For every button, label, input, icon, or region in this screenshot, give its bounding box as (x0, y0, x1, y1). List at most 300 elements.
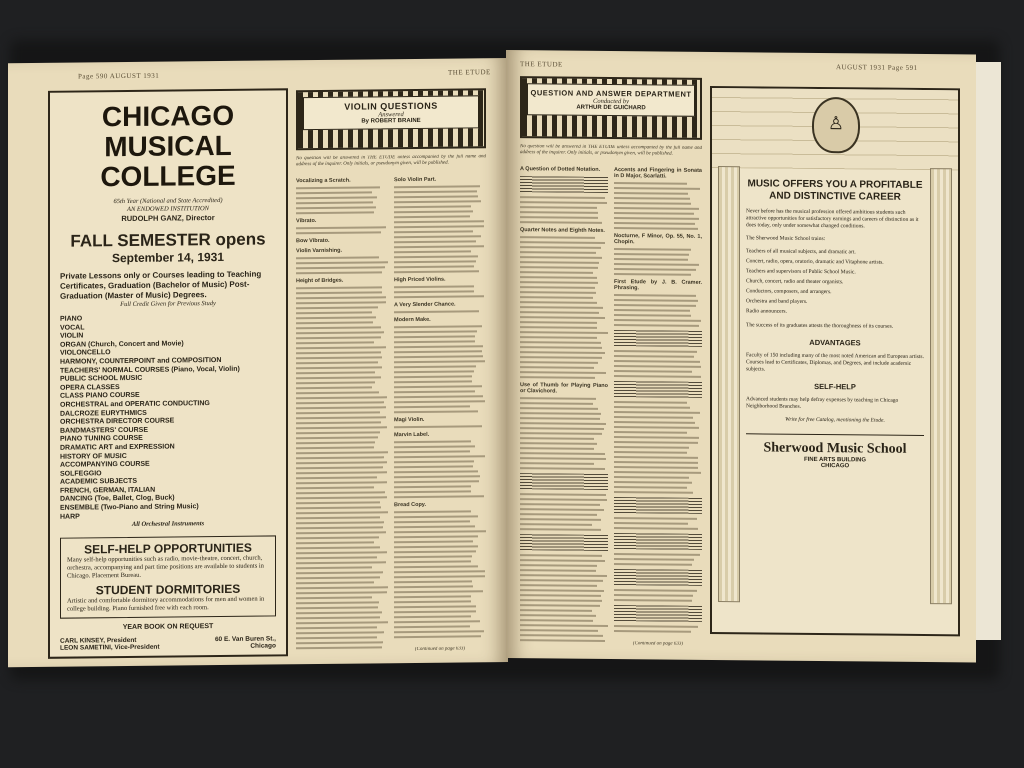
music-staff-example (520, 176, 608, 193)
text-line (394, 325, 482, 328)
sherwood-success: The success of its graduates attests the thoroughness of its courses. (746, 322, 894, 330)
text-line (520, 498, 607, 501)
section-heading: Vocalizing a Scratch. (296, 177, 351, 185)
text-line (614, 558, 694, 561)
text-line (614, 431, 687, 434)
sherwood-list-item: Radio announcers. (746, 308, 787, 315)
course-item: OPERA CLASSES (60, 383, 120, 392)
text-line (296, 571, 383, 574)
section-heading: Violin Varnishing. (296, 247, 343, 255)
text-line (614, 527, 698, 530)
text-line (520, 397, 596, 400)
ad-title-line: CHICAGO (101, 99, 235, 133)
private-lessons: Private Lessons only or Courses leading to Teaching Certificates, Graduation (Bachelor of Music) Post-Graduation (Master of Music) Degrees. (60, 269, 262, 301)
text-line (296, 296, 386, 299)
text-line (520, 528, 601, 531)
text-line (520, 341, 601, 344)
violin-column-right (394, 172, 486, 643)
sherwood-list-item: Church, concert, radio and theater organists. (746, 278, 844, 286)
text-line (520, 584, 597, 587)
text-line (296, 366, 382, 369)
text-line (394, 290, 474, 293)
music-staff-example (614, 533, 702, 550)
left-pillar (718, 166, 740, 602)
course-item: ORCHESTRA DIRECTOR COURSE (60, 417, 175, 426)
section-heading: Modern Make. (394, 316, 431, 324)
text-line (296, 616, 380, 619)
year-book: YEAR BOOK ON REQUEST (122, 623, 214, 632)
text-line (296, 426, 387, 429)
text-line (394, 255, 478, 258)
text-line (296, 626, 377, 629)
text-line (520, 589, 604, 592)
text-line (394, 495, 484, 498)
text-line (296, 291, 382, 294)
text-line (296, 511, 388, 514)
text-line (520, 523, 592, 526)
selfhelp-text: Many self-help opportunities such as radio, movie-theatre, concert, church, orchestra, accompanying and part time positions are available to students in Chicago. Placement Bureau. (67, 554, 264, 580)
text-line (614, 202, 691, 205)
text-line (394, 630, 484, 633)
text-line (520, 629, 598, 632)
text-line (614, 625, 698, 628)
text-line (520, 422, 606, 425)
section-heading: Nocturne, F Minor, Op. 55, No. 1, Chopin. (614, 233, 702, 246)
text-line (520, 236, 595, 239)
text-line (296, 476, 377, 479)
advantages-text: Faculty of 150 including many of the most noted American and European artists. Courses lead to Certificates, Diplomas, and Degrees, and include academic subjects. (746, 352, 924, 373)
qa-column-left (520, 162, 608, 649)
text-line (296, 361, 378, 364)
text-line (296, 321, 373, 324)
text-line (614, 599, 692, 602)
text-line (520, 624, 608, 627)
text-line (520, 281, 598, 284)
text-line (520, 361, 598, 364)
text-line (394, 395, 483, 398)
text-line (394, 365, 476, 368)
text-line (520, 407, 598, 410)
qa-heading (520, 76, 702, 140)
text-line (614, 411, 700, 414)
director: RUDOLPH GANZ, Director (121, 213, 215, 224)
text-line (520, 331, 608, 334)
sherwood-address: FINE ARTS BUILDING (803, 456, 867, 464)
text-line (520, 513, 597, 516)
course-item: VOCAL (60, 324, 85, 332)
text-line (394, 285, 474, 288)
text-line (296, 646, 382, 649)
text-line (296, 391, 379, 394)
text-line (520, 286, 595, 289)
section-heading: A Very Slender Chance. (394, 301, 456, 309)
city: Chicago (250, 642, 276, 650)
chicago-musical-college-ad (48, 88, 288, 659)
text-line (394, 560, 471, 563)
qa-column-right (614, 163, 702, 638)
section-heading: A Question of Dotted Notation. (520, 166, 601, 173)
ad-title-line: MUSICAL (104, 129, 232, 163)
text-line (614, 253, 689, 256)
text-line (520, 518, 601, 521)
text-line (614, 522, 688, 525)
course-list (60, 313, 276, 522)
advantages-title: ADVANTAGES (809, 337, 861, 348)
section-heading: Bread Copy. (394, 501, 426, 509)
text-line (394, 585, 473, 588)
text-line (394, 480, 479, 483)
right-page (506, 50, 976, 663)
text-line (520, 447, 594, 450)
text-line (520, 376, 595, 379)
text-line (394, 600, 471, 603)
course-item: TEACHERS' NORMAL COURSES (Piano, Vocal, Violin) (60, 365, 240, 375)
text-line (520, 432, 602, 435)
text-line (520, 306, 603, 309)
text-line (520, 457, 606, 460)
text-line (394, 570, 485, 573)
section-heading: Vibrato. (296, 218, 317, 225)
text-line (614, 370, 692, 373)
text-line (394, 405, 470, 408)
text-line (296, 496, 387, 499)
text-line (614, 481, 692, 484)
text-line (296, 526, 383, 529)
text-line (296, 541, 374, 544)
text-line (296, 351, 381, 354)
text-line (394, 520, 470, 523)
section-heading: Marvin Label. (394, 431, 430, 439)
text-line (296, 301, 386, 304)
text-line (520, 296, 593, 299)
text-line (394, 335, 475, 338)
course-item: ORGAN (Church, Concert and Movie) (60, 340, 184, 349)
course-item: HARMONY, COUNTERPOINT and COMPOSITION (60, 356, 222, 366)
text-line (394, 265, 474, 268)
section-heading: Use of Thumb for Playing Piano or Clavichord. (520, 382, 608, 395)
text-line (394, 200, 481, 203)
text-line (296, 376, 381, 379)
text-line (394, 540, 473, 543)
text-line (614, 416, 693, 419)
text-line (614, 491, 693, 494)
text-line (394, 440, 471, 443)
text-line (394, 535, 478, 538)
sherwood-list (746, 246, 924, 318)
text-line (614, 589, 697, 592)
text-line (296, 596, 372, 599)
text-line (520, 427, 604, 430)
text-line (394, 385, 482, 388)
text-line (296, 561, 386, 564)
text-line (296, 446, 374, 449)
text-line (296, 341, 374, 344)
credit-note: Full Credit Given for Previous Study (120, 300, 216, 309)
text-line (614, 294, 696, 297)
text-line (614, 355, 694, 358)
text-line (394, 580, 472, 583)
left-page (8, 58, 508, 667)
text-line (614, 222, 695, 225)
text-line (296, 501, 380, 504)
text-line (394, 370, 474, 373)
sherwood-selfhelp-title: SELF-HELP (814, 381, 856, 392)
text-line (296, 461, 387, 464)
section-heading: Magi Violin. (394, 416, 425, 424)
ad-title-line: COLLEGE (100, 159, 236, 193)
violin-subtitle: Answered (378, 111, 404, 119)
text-line (296, 201, 373, 204)
qa-conducted: Conducted by (593, 97, 629, 106)
text-line (520, 493, 606, 496)
text-line (614, 263, 699, 266)
text-line (394, 555, 472, 558)
text-line (394, 635, 481, 638)
text-line (296, 196, 377, 199)
running-head-left: Page 590 AUGUST 1931 (78, 71, 160, 81)
course-item: DALCROZE EURYTHMICS (60, 409, 147, 418)
text-line (614, 461, 698, 464)
course-item: HARP (60, 513, 80, 521)
semester-date: September 14, 1931 (111, 249, 225, 266)
text-line (614, 360, 700, 363)
text-line (296, 586, 388, 589)
text-line (614, 248, 691, 251)
text-line (614, 486, 687, 489)
text-line (520, 336, 597, 339)
text-line (520, 467, 605, 470)
text-line (614, 324, 699, 327)
text-line (614, 273, 691, 276)
text-line (394, 410, 478, 413)
music-staff-example (614, 569, 702, 586)
text-line (296, 481, 387, 484)
course-item: BANDMASTERS' COURSE (60, 426, 149, 435)
all-orchestral: All Orchestral Instruments (131, 520, 205, 529)
text-line (520, 412, 601, 415)
text-line (296, 631, 384, 634)
sherwood-list-item: Conductors, composers, and arrangers. (746, 288, 832, 296)
text-line (296, 566, 372, 569)
text-line (296, 491, 385, 494)
text-line (394, 515, 478, 518)
section-heading: Solo Violin Part. (394, 176, 437, 184)
text-line (614, 350, 697, 353)
text-line (296, 516, 380, 519)
text-line (614, 375, 701, 378)
violin-questions-heading (296, 88, 486, 150)
text-line (296, 521, 384, 524)
text-line (614, 563, 692, 566)
text-line (614, 207, 699, 210)
text-line (520, 261, 599, 264)
text-line (394, 345, 483, 348)
text-line (394, 215, 470, 218)
text-line (520, 442, 597, 445)
course-item: FRENCH, GERMAN, ITALIAN (60, 486, 156, 495)
sherwood-intro: Never before has the musical profession offered ambitious students such attractive opportunities for satisfactory earnings and careers of distinction as it does today, only under somewhat changed conditions. (746, 208, 919, 230)
text-line (296, 191, 372, 194)
vice-president: LEON SAMETINI, Vice-President (60, 643, 160, 652)
text-line (394, 445, 475, 448)
text-line (520, 221, 602, 224)
text-line (394, 270, 479, 273)
sherwood-city: CHICAGO (820, 463, 850, 470)
section-heading: High Priced Violins. (394, 276, 446, 284)
section-heading: Accents and Fingering in Sonata in D Major, Scarlatti. (614, 167, 702, 180)
text-line (520, 639, 605, 642)
text-line (614, 421, 695, 424)
text-line (520, 351, 605, 354)
text-line (296, 206, 376, 209)
music-staff-example (614, 381, 702, 398)
text-line (520, 599, 602, 602)
text-line (394, 525, 475, 528)
text-line (296, 186, 380, 189)
text-line (614, 365, 701, 368)
text-line (394, 475, 480, 478)
text-line (614, 258, 688, 261)
text-line (394, 490, 471, 493)
text-line (394, 550, 476, 553)
text-line (394, 470, 478, 473)
text-line (296, 621, 388, 624)
text-line (520, 579, 603, 582)
text-line (520, 619, 593, 622)
text-line (520, 311, 599, 314)
music-staff-example (520, 473, 608, 490)
qa-byline: ARTHUR DE GUICHARD (576, 104, 646, 112)
text-line (394, 235, 481, 238)
text-line (520, 356, 602, 359)
text-line (394, 380, 472, 383)
text-line (520, 216, 598, 219)
text-line (296, 326, 381, 329)
text-line (296, 591, 387, 594)
text-line (394, 205, 471, 208)
text-line (394, 595, 471, 598)
text-line (296, 266, 385, 269)
text-line (394, 510, 471, 513)
text-line (520, 366, 594, 369)
text-line (394, 450, 470, 453)
text-line (394, 240, 476, 243)
endowed-institution: AN ENDOWED INSTITUTION (127, 205, 209, 213)
selfhelp-title: SELF-HELP OPPORTUNITIES (84, 540, 252, 557)
course-item: HISTORY OF MUSIC (60, 452, 127, 461)
music-staff-example (614, 330, 702, 347)
text-line (394, 220, 484, 223)
text-line (394, 575, 485, 578)
text-line (614, 466, 698, 469)
text-line (296, 271, 382, 274)
dorm-title: STUDENT DORMITORIES (95, 582, 241, 598)
text-line (296, 506, 381, 509)
text-line (296, 436, 378, 439)
text-line (520, 316, 605, 319)
text-line (614, 217, 699, 220)
text-line (296, 641, 383, 644)
running-head-left: THE ETUDE (520, 60, 563, 69)
course-item: CLASS PIANO COURSE (60, 392, 140, 401)
text-line (296, 396, 387, 399)
text-line (296, 546, 380, 549)
course-item: ACADEMIC SUBJECTS (60, 478, 138, 486)
text-line (614, 401, 687, 404)
sherwood-name: Sherwood Music School (746, 433, 924, 458)
text-line (394, 390, 475, 393)
text-line (394, 425, 482, 428)
text-line (614, 594, 693, 597)
text-line (614, 299, 698, 302)
text-line (394, 620, 480, 623)
text-line (394, 295, 484, 298)
text-line (520, 326, 597, 329)
text-line (394, 545, 478, 548)
text-line (614, 517, 697, 520)
text-line (394, 355, 483, 358)
course-item: ENSEMBLE (Two-Piano and String Music) (60, 503, 199, 512)
text-line (520, 559, 605, 562)
text-line (614, 471, 701, 474)
text-line (394, 350, 482, 353)
music-staff-example (614, 497, 702, 514)
text-line (394, 250, 471, 253)
text-line (296, 611, 382, 614)
text-line (394, 195, 478, 198)
bust-medallion-icon: ♙ (812, 97, 860, 153)
text-line (520, 462, 594, 465)
text-line (394, 530, 486, 533)
text-line (520, 256, 602, 259)
text-line (520, 301, 597, 304)
text-line (296, 261, 388, 264)
text-line (614, 426, 699, 429)
ad-title (60, 100, 276, 192)
text-line (520, 554, 602, 557)
text-line (520, 211, 598, 214)
course-item: SOLFEGGIO (60, 469, 102, 478)
text-line (394, 625, 470, 628)
sherwood-trains: The Sherwood Music School trains: (746, 235, 826, 243)
text-line (520, 508, 604, 511)
text-line (296, 581, 374, 584)
right-pillar (930, 168, 952, 604)
text-line (614, 456, 698, 459)
text-line (296, 486, 374, 489)
text-line (614, 476, 689, 479)
course-item: DANCING (Toe, Ballet, Clog, Buck) (60, 494, 175, 504)
text-line (520, 402, 593, 405)
text-line (394, 610, 476, 613)
course-item: PIANO TUNING COURSE (60, 435, 143, 444)
text-line (296, 346, 386, 349)
text-line (394, 375, 472, 378)
text-line (614, 446, 689, 449)
text-line (520, 271, 593, 274)
text-line (394, 485, 471, 488)
text-line (614, 406, 690, 409)
text-line (296, 456, 384, 459)
music-staff-example (614, 605, 702, 622)
sherwood-body (746, 170, 924, 624)
text-line (296, 471, 387, 474)
text-line (394, 360, 485, 363)
sherwood-list-item: Teachers and supervisors of Public School Music. (746, 268, 856, 276)
text-line (520, 321, 597, 324)
text-line (296, 466, 383, 469)
section-heading: Bow Vibrato. (296, 237, 330, 245)
